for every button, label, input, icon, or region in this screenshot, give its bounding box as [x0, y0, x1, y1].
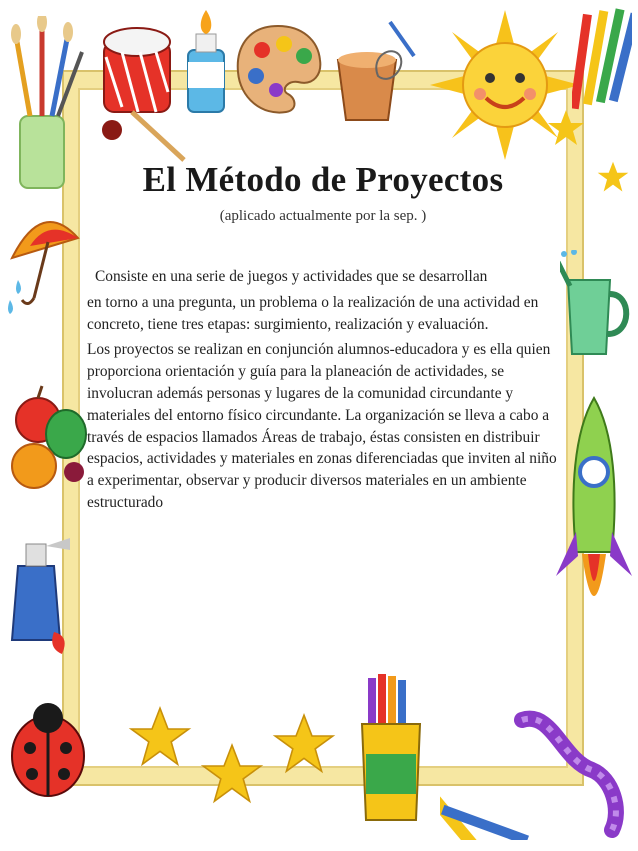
- paragraph-1-rest: en torno a una pregunta, un problema o la realización de una actividad en concreto, tiene tres etapas: surgimiento, realización y evaluación.: [87, 293, 539, 333]
- page-subtitle: (aplicado actualmente por la sep. ): [219, 208, 427, 224]
- star-icon: [272, 712, 336, 776]
- paintbrushes-icon: [6, 16, 84, 191]
- fruit-icon: [4, 380, 90, 500]
- spray-bottle-icon: [4, 520, 80, 660]
- watering-can-icon: [560, 250, 636, 360]
- page-title: El Método de Proyectos: [142, 160, 504, 199]
- body-text: [87, 266, 565, 514]
- glue-icon: [182, 6, 230, 116]
- paragraph-2: Los proyectos se realizan en conjunción alumnos-educadora y es ella quien proporciona orientación y guía para la planeación de actividades, se involucran además personas y lugares de la comunidad circundante y materiales del entorno físico circundante. La organización se lleva a cabo a través de espacios llamados Áreas de trabajo, éstas consisten en distribuir espacios, actividades y materiales en zonas diferenciadas que inviten al niño a experimentar, observar y producir diversos materiales en un ambiente estructurado: [87, 341, 557, 511]
- whisk-bowl-icon: [330, 16, 420, 128]
- toy-icon: [512, 700, 632, 840]
- star-icon: [200, 742, 264, 806]
- paint-palette-icon: [232, 20, 324, 120]
- star-icon: [546, 108, 586, 148]
- paragraph-1: [87, 266, 565, 288]
- umbrella-icon: [4, 198, 80, 318]
- star-icon: [596, 160, 630, 194]
- ladybug-icon: [6, 700, 90, 800]
- colored-pencils-icon: [572, 4, 632, 114]
- paragraph-1-lead: Consiste en una serie de juegos y actividades que se desarrollan: [95, 268, 488, 285]
- star-icon: [128, 705, 192, 769]
- crayon-box-icon: [356, 674, 426, 824]
- drum-icon: [92, 12, 192, 162]
